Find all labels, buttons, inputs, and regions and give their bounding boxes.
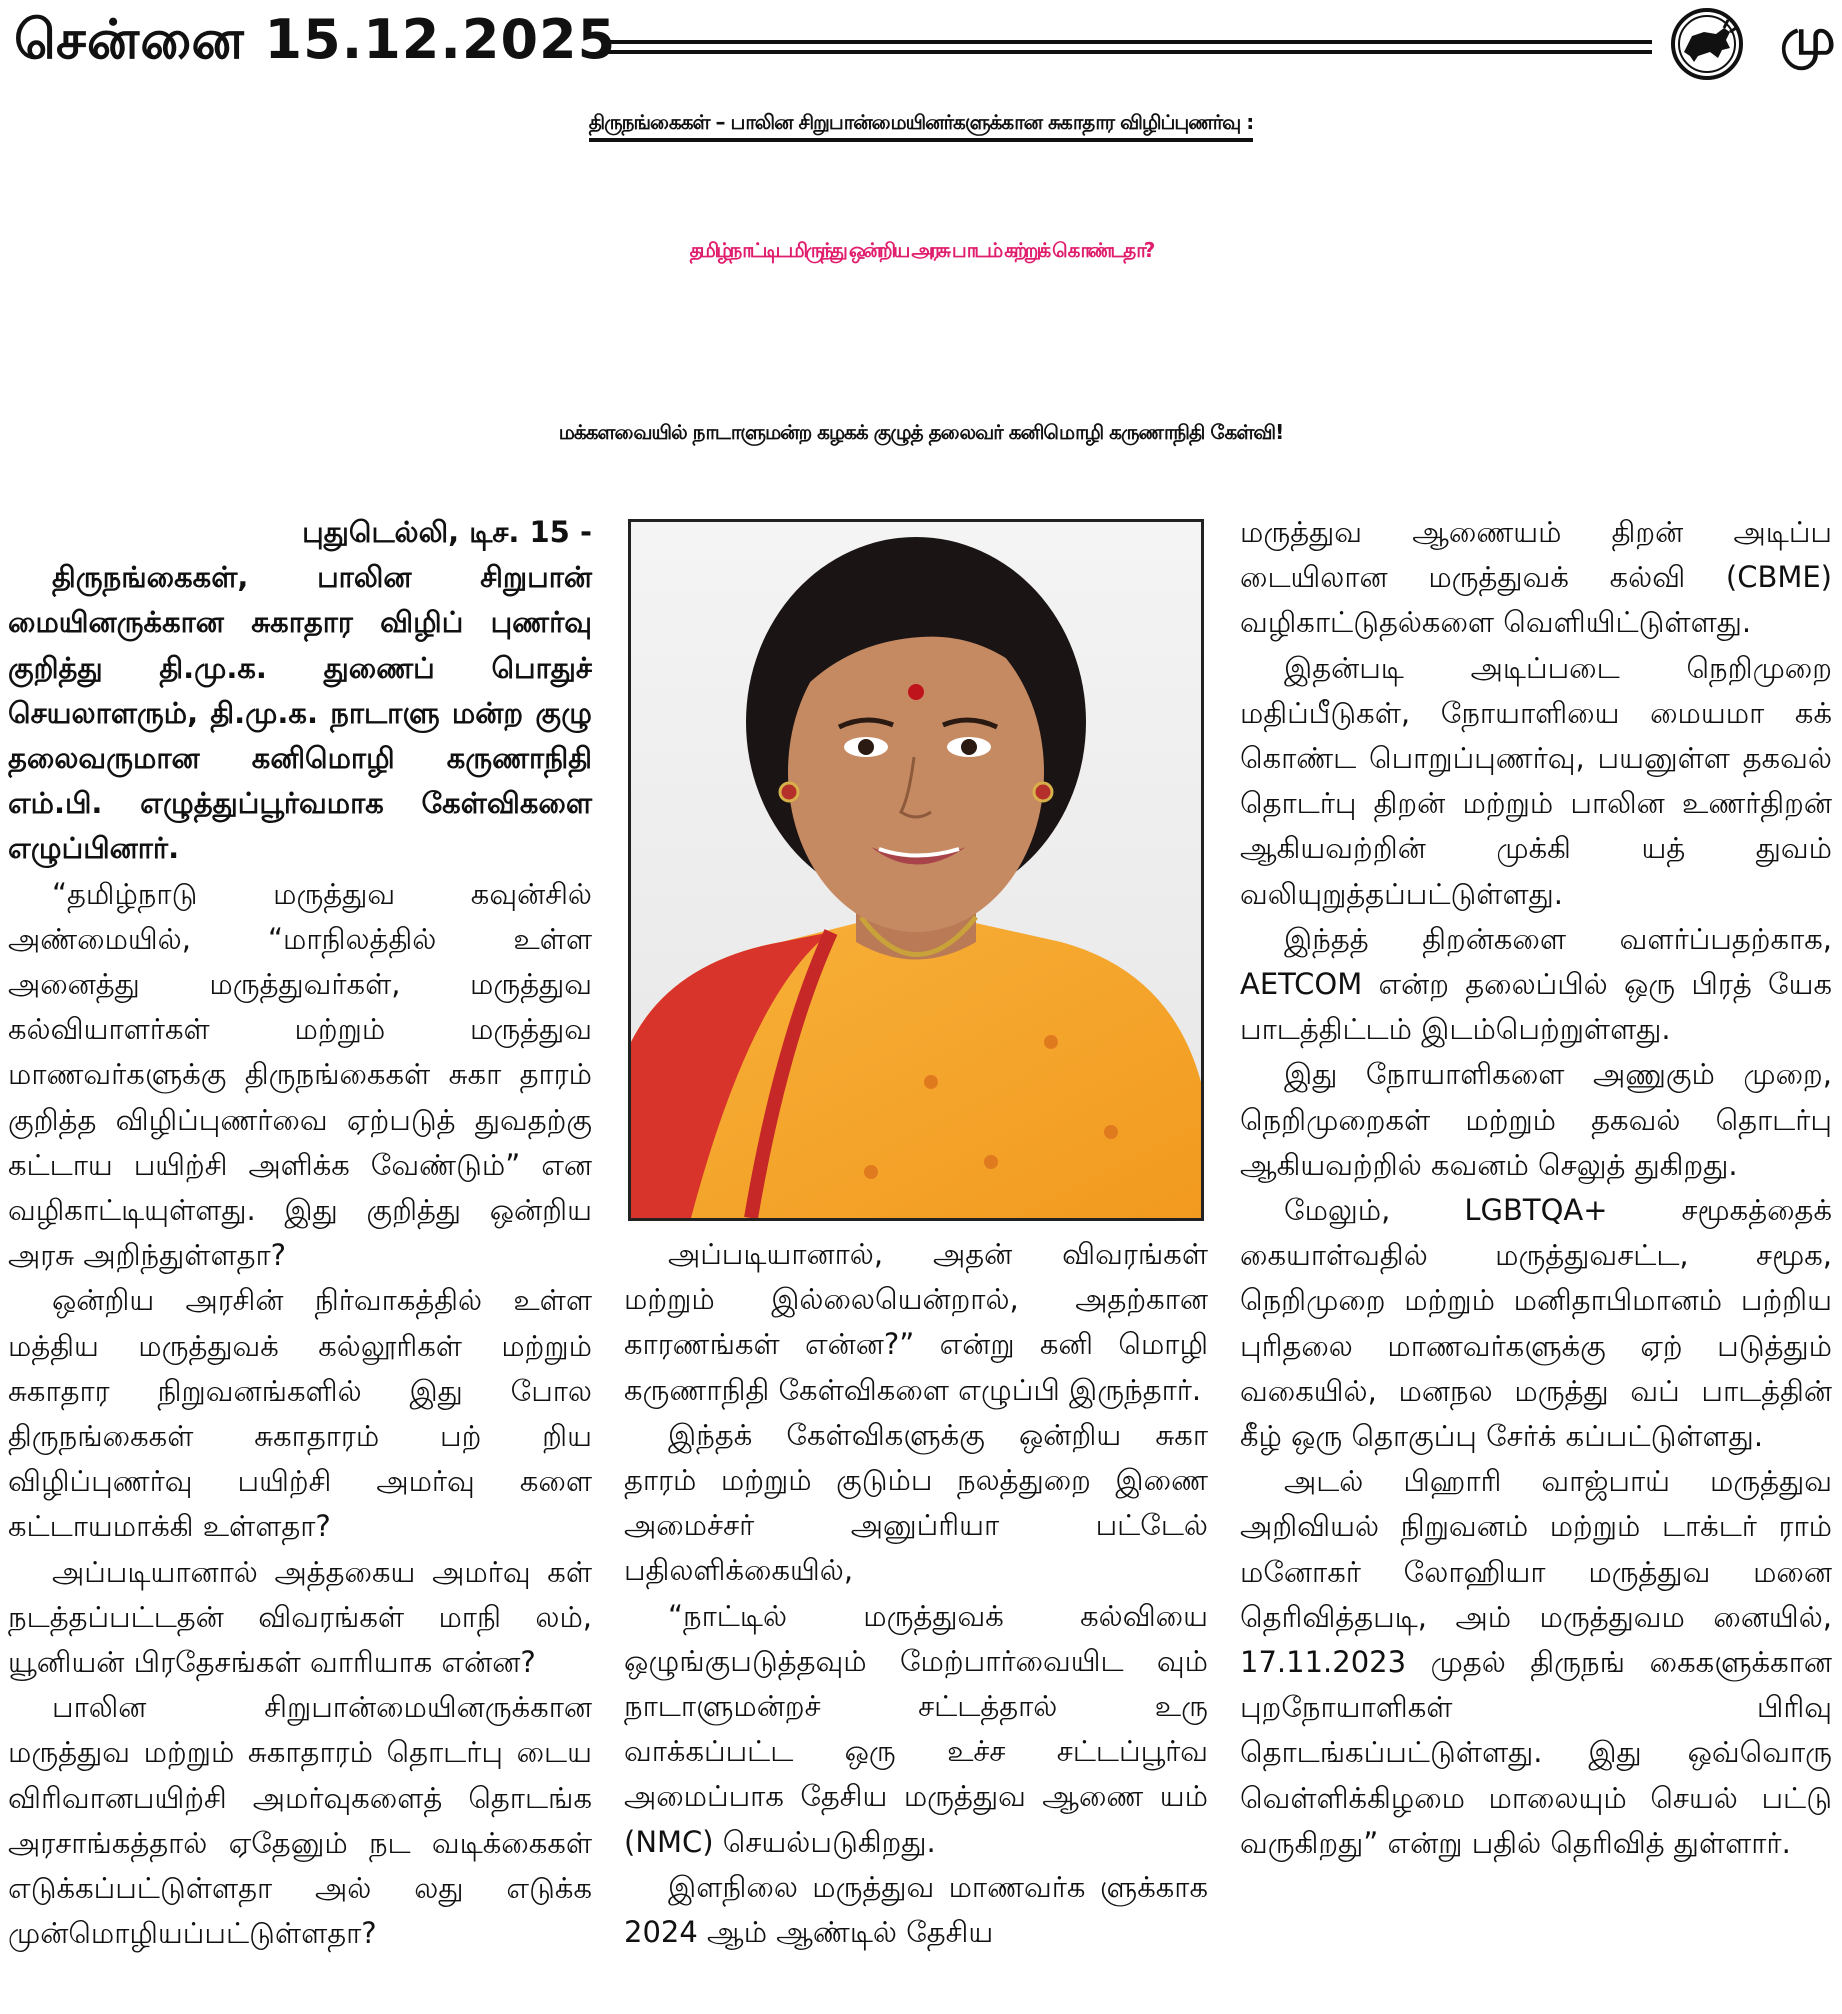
paragraph: இதன்படி அடிப்படை நெறிமுறை மதிப்பீடுகள், நோயாளியை மையமா கக் கொண்ட பொறுப்புணர்வு, பயனுள்ள தகவல் தொடர்பு திறன் மற்றும் பாலின உணர்திறன் ஆகியவற்றின் முக்கி யத் துவம் வலியுறுத்தப்பட்டுள்ளது.	[1240, 650, 1832, 911]
portrait-photo	[628, 519, 1204, 1221]
paragraph: அடல் பிஹாரி வாஜ்பாய் மருத்துவ அறிவியல் நிறுவனம் மற்றும் டாக்டர் ராம் மனோகர் லோஹியா மருத்துவ மனை தெரிவித்தபடி, அம் மருத்துவம னையில், 17.11.2023 முதல் திருநங் கைகளுக்கான புறநோயாளிகள் பிரிவு தொடங்கப்பட்டுள்ளது. இது ஒவ்வொரு வெள்ளிக்கிழமை மாலையும் செயல் பட்டு வருகிறது” என்று பதில் தெரிவித் துள்ளார்.	[1240, 1464, 1832, 1860]
paragraph: மேலும், LGBTQA+ சமூகத்தைக் கையாள்வதில் மருத்துவசட்ட, சமூக, நெறிமுறை மற்றும் மனிதாபிமானம் பற்றிய புரிதலை மாணவர்களுக்கு ஏற் படுத்தும் வகையில், மனநல மருத்து வப் பாடத்தின் கீழ் ஒரு தொகுப்பு சேர்க் கப்பட்டுள்ளது.	[1240, 1193, 1832, 1454]
paragraph: மருத்துவ ஆணையம் திறன் அடிப்ப டையிலான மருத்துவக் கல்வி (CBME) வழிகாட்டுதல்களை வெளியிட்டுள்ளது.	[1240, 515, 1832, 640]
masthead-rule	[604, 40, 1652, 54]
sub-headline: மக்களவையில் நாடாளுமன்ற கழகக் குழுத் தலைவர் கனிமொழி கருணாநிதி கேள்வி!	[558, 420, 1284, 444]
main-headline: தமிழ்நாட்டிடமிருந்து ஒன்றிய அரசு பாடம் கற்றுக் கொண்டதா?	[689, 238, 1153, 262]
paragraph: அப்படியானால், அதன் விவரங்கள் மற்றும் இல்லையென்றால், அதற்கான காரணங்கள் என்ன?” என்று கனி மொழி கருணாநிதி கேள்விகளை எழுப்பி இருந்தார்.	[624, 1237, 1208, 1407]
paragraph: இந்தத் திறன்களை வளர்ப்பதற்காக, AETCOM என்ற தலைப்பில் ஒரு பிரத் யேக பாடத்திட்டம் இடம்பெற்றுள்ளது.	[1240, 921, 1832, 1047]
article-lead: திருநங்கைகள், பாலின சிறுபான் மையினருக்கான சுகாதார விழிப் புணர்வு குறித்து தி.மு.க. துணைப் பொதுச் செயலாளரும், தி.மு.க. நாடாளு மன்ற குழு தலைவருமான கனிமொழி கருணாநிதி எம்.பி. எழுத்துப்பூர்வமாக கேள்விகளை எழுப்பினார்.	[8, 560, 592, 866]
paragraph: பாலின சிறுபான்மையினருக்கான மருத்துவ மற்றும் சுகாதாரம் தொடர்பு டைய விரிவானபயிற்சி அமர்வுகளைத் தொடங்க அரசாங்கத்தால் ஏதேனும் நட வடிக்கைகள் எடுக்கப்பட்டுள்ளதா அல் லது எடுக்க முன்மொழியப்பட்டுள்ளதா?	[8, 1690, 592, 1951]
article-column-1	[8, 510, 592, 1957]
article-dateline: புதுடெல்லி, டிச. 15 -	[302, 515, 592, 549]
newspaper-logo-icon	[1664, 6, 1750, 82]
paragraph: இது நோயாளிகளை அணுகும் முறை, நெறிமுறைகள் மற்றும் தகவல் தொடர்பு ஆகியவற்றில் கவனம் செலுத் துகிறது.	[1240, 1057, 1832, 1182]
paragraph: “தமிழ்நாடு மருத்துவ கவுன்சில் அண்மையில், “மாநிலத்தில் உள்ள அனைத்து மருத்துவர்கள், மருத்துவ கல்வியாளர்கள் மற்றும் மருத்துவ மாணவர்களுக்கு திருநங்கைகள் சுகா தாரம் குறித்த விழிப்புணர்வை ஏற்படுத் துவதற்கு கட்டாய பயிற்சி அளிக்க வேண்டும்” என வழிகாட்டியுள்ளது. இது குறித்து ஒன்றிய அரசு அறிந்துள்ளதா?	[8, 876, 592, 1273]
masthead-title-fragment: மு	[1780, 8, 1836, 66]
paragraph: இந்தக் கேள்விகளுக்கு ஒன்றிய சுகா தாரம் மற்றும் குடும்ப நலத்துறை இணை அமைச்சர் அனுப்ரியா பட்டேல் பதிலளிக்கையில்,	[624, 1417, 1208, 1588]
paragraph: இளநிலை மருத்துவ மாணவர்க ளுக்காக 2024 ஆம் ஆண்டில் தேசிய	[624, 1869, 1208, 1950]
article-column-3	[1240, 510, 1832, 1866]
masthead	[0, 0, 1842, 84]
paragraph: அப்படியானால் அத்தகைய அமர்வு கள் நடத்தப்பட்டதன் விவரங்கள் மாநி லம், யூனியன் பிரதேசங்கள் வாரியாக என்ன?	[8, 1554, 592, 1680]
kicker-headline	[0, 110, 1842, 137]
dateline: சென்னை 15.12.2025	[14, 8, 617, 71]
paragraph: “நாட்டில் மருத்துவக் கல்வியை ஒழுங்குபடுத்தவும் மேற்பார்வையிட வும் நாடாளுமன்றச் சட்டத்தால் உரு வாக்கப்பட்ட ஒரு உச்ச சட்டப்பூர்வ அமைப்பாக தேசிய மருத்துவ ஆணை யம் (NMC) செயல்படுகிறது.	[624, 1598, 1208, 1859]
article-column-2	[624, 1232, 1208, 1955]
paragraph: ஒன்றிய அரசின் நிர்வாகத்தில் உள்ள மத்திய மருத்துவக் கல்லூரிகள் மற்றும் சுகாதார நிறுவனங்களில் இது போல திருநங்கைகள் சுகாதாரம் பற் றிய விழிப்புணர்வு பயிற்சி அமர்வு களை கட்டாயமாக்கி உள்ளதா?	[8, 1283, 592, 1544]
kicker-text: திருநங்கைகள் – பாலின சிறுபான்மையினர்களுக்கான சுகாதார விழிப்புணர்வு :	[589, 110, 1254, 142]
